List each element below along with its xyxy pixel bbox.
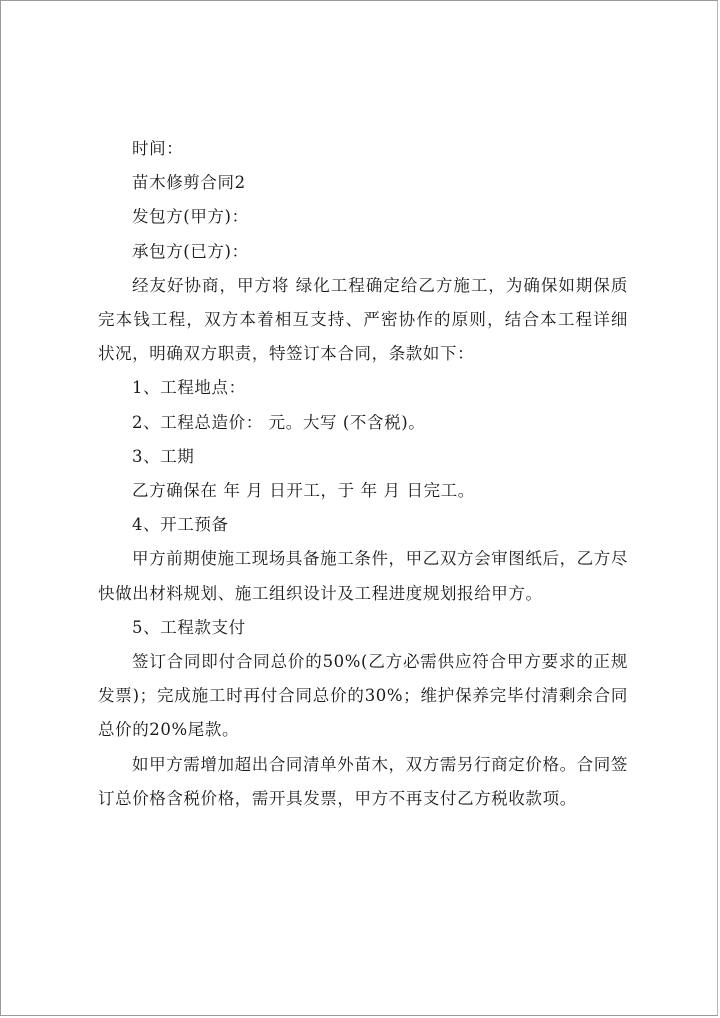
clause-2-heading: 2、工程总造价： 元。大写 (不含税)。: [132, 412, 426, 432]
clause-5-heading: 5、工程款支付: [132, 617, 246, 637]
contract-title: 苗木修剪合同2: [132, 173, 246, 193]
clause-3-text: 乙方确保在 年 月 日开工，于 年 月 日完工。: [132, 481, 475, 501]
extra-seedlings-paragraph: 如甲方需增加超出合同清单外苗木，双方需另行商定价格。合同签订总价格含税价格，需开具发票，甲方不再支付乙方税收款项。: [98, 754, 628, 808]
clause-1-heading: 1、工程地点：: [132, 378, 246, 398]
time-field: 时间：: [132, 139, 184, 158]
clause-4-heading: 4、开工预备: [132, 515, 229, 535]
clause-5-text: 签订合同即付合同总价的50%(乙方必需供应符合甲方要求的正规发票)；完成施工时再付合同总价的30%；维护保养完毕付清剩余合同总价的20%尾款。: [98, 652, 628, 740]
party-b-field: 承包方(已方)：: [132, 241, 249, 261]
clause-3-heading: 3、工期: [132, 446, 195, 466]
document-body: [98, 132, 628, 816]
preamble-paragraph: 经友好协商，甲方将 绿化工程确定给乙方施工，为确保如期保质完本钱工程，双方本着相互支持、严密协作的原则，结合本工程详细状况，明确双方职责，特签订本合同，条款如下：: [98, 275, 628, 364]
party-a-field: 发包方(甲方)：: [132, 207, 249, 227]
clause-4-text: 甲方前期使施工现场具备施工条件，甲乙双方会审图纸后，乙方尽快做出材料规划、施工组织设计及工程进度规划报给甲方。: [98, 549, 628, 603]
